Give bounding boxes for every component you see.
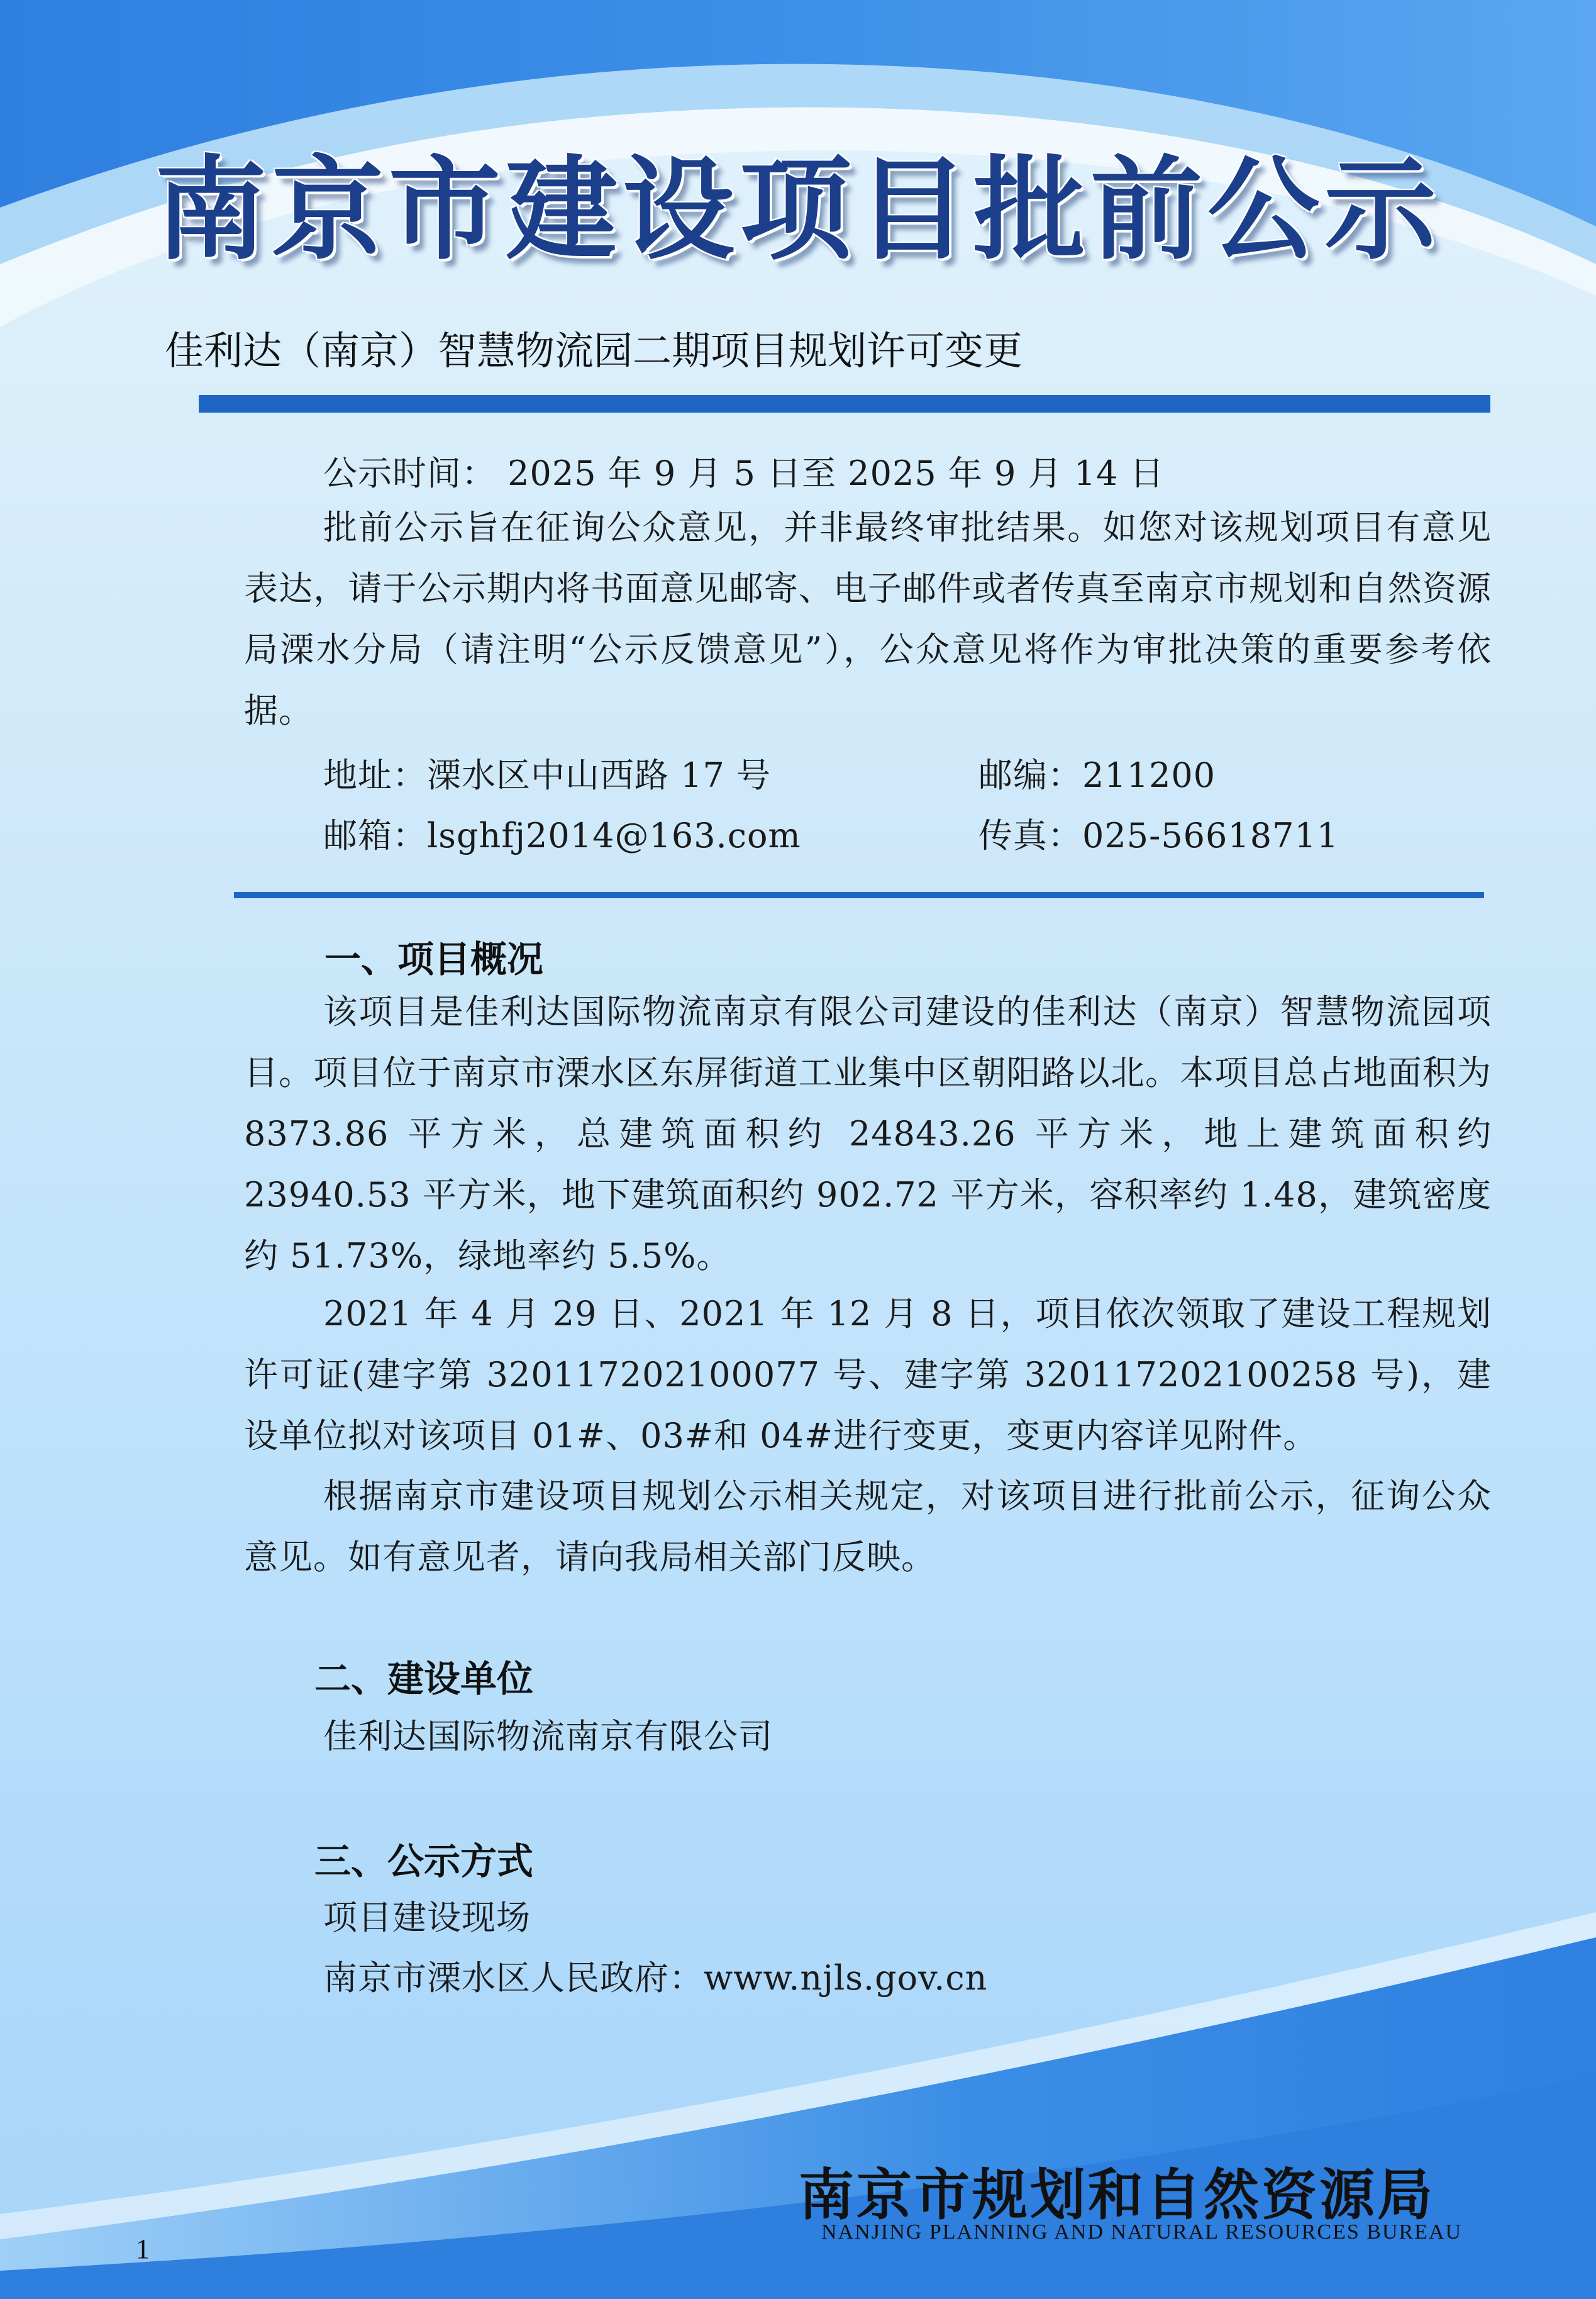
contact-fax: 传真：025-56618711 — [978, 816, 1339, 855]
method-onsite: 项目建设现场 — [323, 1898, 531, 1937]
section-heading-method: 三、公示方式 — [314, 1840, 534, 1883]
footer-org-name: 南京市规划和自然资源局 — [799, 2162, 1436, 2227]
method-website: 南京市溧水区人民政府：www.njls.gov.cn — [323, 1958, 988, 1998]
page-title: 南京市建设项目批前公示 — [155, 143, 1441, 275]
section-heading-overview: 一、项目概况 — [324, 938, 544, 981]
page-number: 1 — [136, 2234, 150, 2264]
footer-org-english: NANJING PLANNING AND NATURAL RESOURCES BUREAU — [821, 2220, 1463, 2244]
contact-postcode: 邮编：211200 — [978, 755, 1216, 795]
project-subtitle: 佳利达（南京）智慧物流园二期项目规划许可变更 — [165, 328, 1023, 374]
overview-paragraph-3: 根据南京市建设项目规划公示相关规定，对该项目进行批前公示，征询公众意见。如有意见者，请向我局相关部门反映。 — [244, 1476, 1492, 1577]
notice-intro: 批前公示旨在征询公众意见，并非最终审批结果。如您对该规划项目有意见表达，请于公示期内将书面意见邮寄、电子邮件或者传真至南京市规划和自然资源局溧水分局（请注明“公示反馈意见”），公众意见将作为审批决策的重要参考依据。 — [244, 508, 1492, 730]
builder-name: 佳利达国际物流南京有限公司 — [323, 1717, 773, 1756]
middle-divider — [234, 892, 1484, 898]
notice-period: 公示时间： 2025 年 9 月 5 日至 2025 年 9 月 14 日 — [323, 454, 1165, 493]
overview-paragraph-1: 该项目是佳利达国际物流南京有限公司建设的佳利达（南京）智慧物流园项目。项目位于南京市溧水区东屏街道工业集中区朝阳路以北。本项目总占地面积为 8373.86 平方米，总建筑面积约 24843.26 平方米，地上建筑面积约 23940.53 平方米，地下建筑面积约 902.72 平方米，容积率约 1.48，建筑密度约 51.73%，绿地率约 5.5%。 — [244, 992, 1492, 1276]
top-divider — [199, 395, 1490, 413]
contact-email: 邮箱：lsghfj2014@163.com — [323, 816, 801, 855]
contact-address: 地址：溧水区中山西路 17 号 — [323, 755, 772, 795]
section-heading-builder: 二、建设单位 — [314, 1657, 534, 1700]
overview-paragraph-2: 2021 年 4 月 29 日、2021 年 12 月 8 日，项目依次领取了建设工程规划许可证(建字第 320117202100077 号、建字第 320117202100258 号)，建设单位拟对该项目 01#、03#和 04#进行变更，变更内容详见附件。 — [244, 1294, 1492, 1456]
